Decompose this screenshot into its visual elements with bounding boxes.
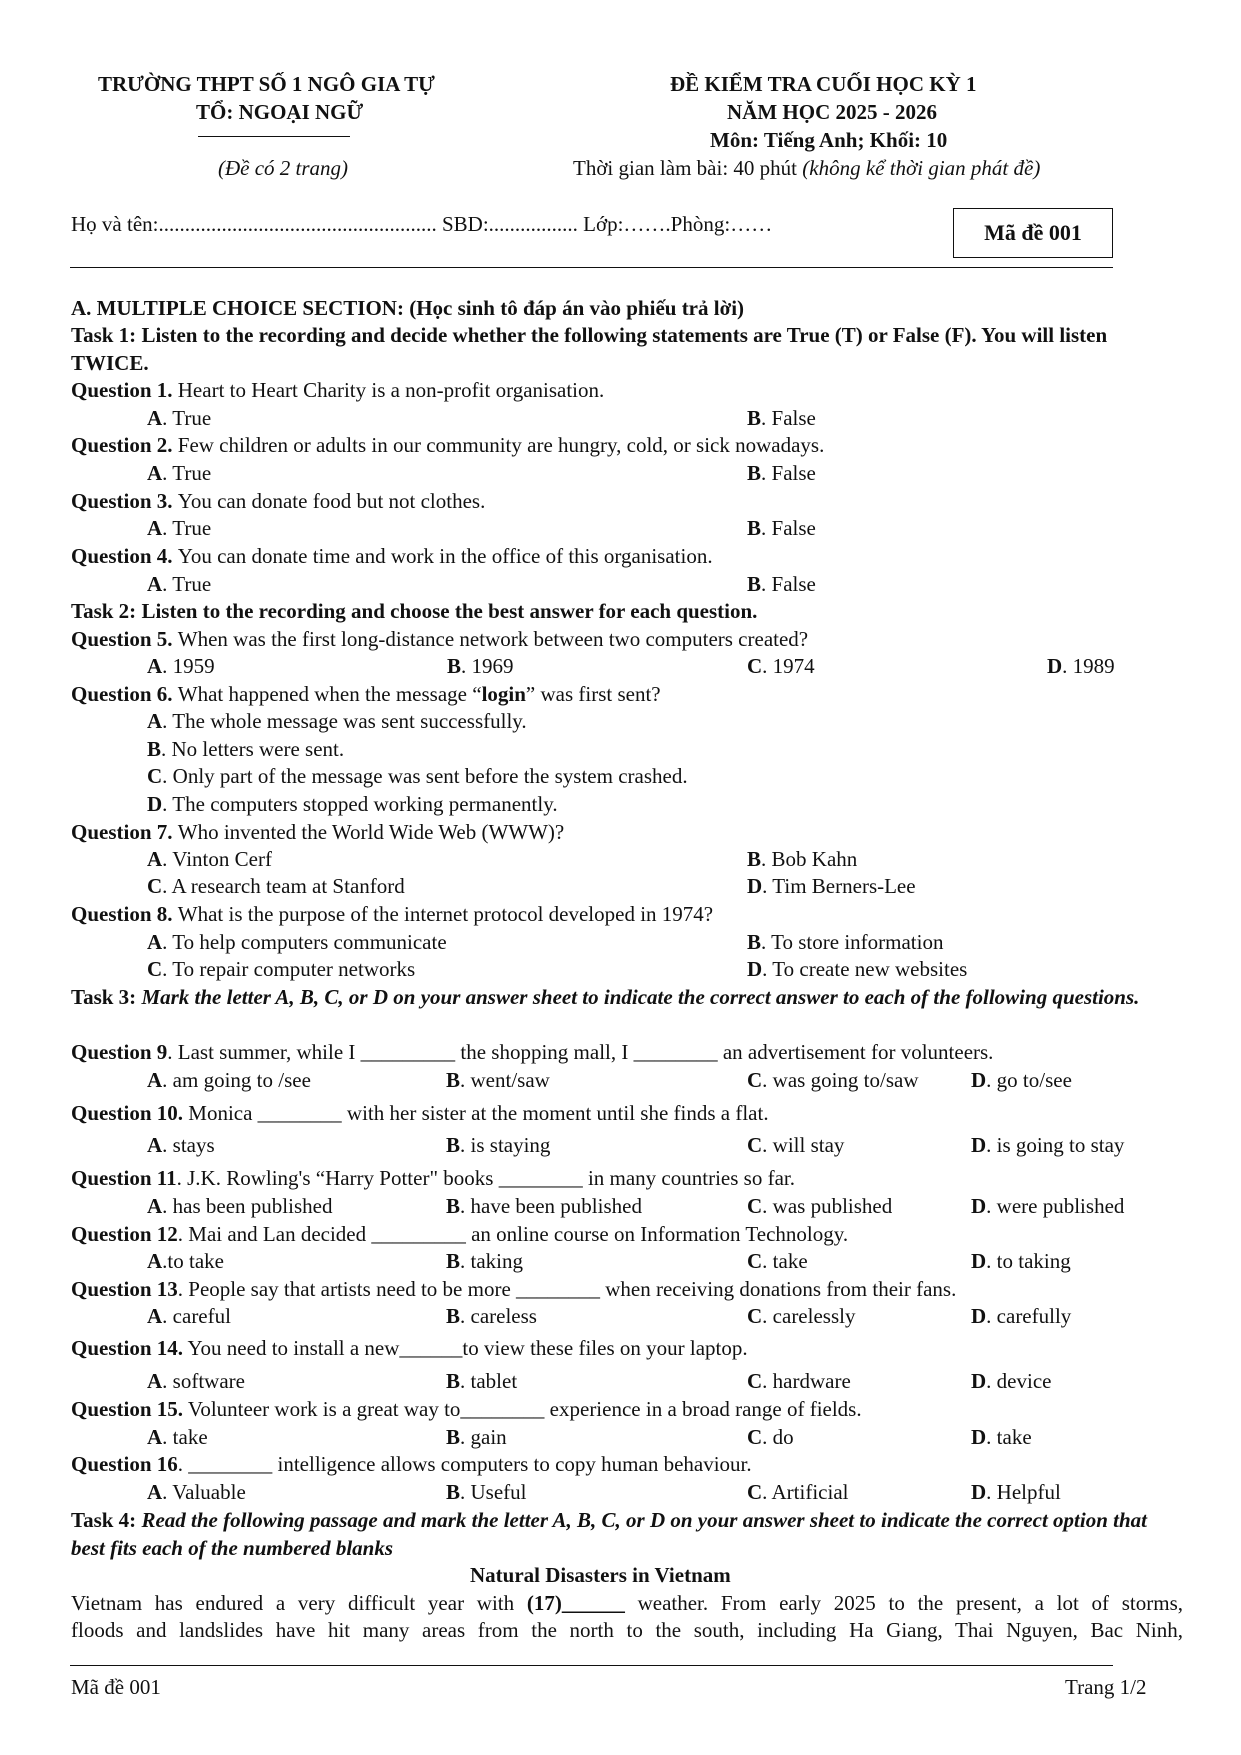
q9-option-d: D. go to/see: [971, 1068, 1072, 1092]
q4-option-a: A. True: [147, 572, 212, 596]
passage-line-1: Vietnam has endured a very difficult year with (17)______ weather. From early 2025 to the present, a lot of storms,: [71, 1591, 1183, 1615]
q8-option-c: C. To repair computer networks: [147, 957, 416, 981]
q12-option-d: D. to taking: [971, 1249, 1071, 1273]
q14-option-b: B. tablet: [446, 1369, 518, 1393]
q14-option-c: C. hardware: [747, 1369, 851, 1393]
question-1: Question 1. Heart to Heart Charity is a non-profit organisation.: [71, 378, 605, 402]
q10-option-c: C. will stay: [747, 1133, 845, 1157]
q10-option-d: D. is going to stay: [971, 1133, 1125, 1157]
q11-option-a: A. has been published: [147, 1194, 333, 1218]
q3-option-a: A. True: [147, 516, 212, 540]
q1-option-b: B. False: [747, 406, 816, 430]
question-9: Question 9. Last summer, while I _________ the shopping mall, I ________ an advertisement for volunteers.: [71, 1040, 994, 1064]
q11-option-d: D. were published: [971, 1194, 1125, 1218]
school-name: TRƯỜNG THPT SỐ 1 NGÔ GIA TỰ: [98, 72, 435, 96]
q11-option-b: B. have been published: [446, 1194, 642, 1218]
task3-instruction: Task 3: Mark the letter A, B, C, or D on your answer sheet to indicate the correct answer to each of the following questions.: [71, 985, 1140, 1009]
exam-code-box: Mã đề 001: [953, 208, 1113, 258]
task4-instruction: Task 4: Read the following passage and mark the letter A, B, C, or D on your answer sheet to indicate the correct option that best fits each of the numbered blanks: [71, 1508, 1147, 1560]
time-line: [573, 156, 1040, 181]
question-5: Question 5. When was the first long-distance network between two computers created?: [71, 627, 809, 651]
q7-option-d: D. Tim Berners-Lee: [747, 874, 916, 898]
task1-instruction: Task 1: Listen to the recording and decide whether the following statements are True (T) or False (F). You will listen TWICE.: [71, 323, 1108, 375]
q10-option-a: A. stays: [147, 1133, 215, 1157]
q6-option-c: C. Only part of the message was sent before the system crashed.: [147, 764, 688, 788]
q4-option-b: B. False: [747, 572, 816, 596]
q5-option-b: B. 1969: [447, 654, 514, 678]
pages-note: (Đề có 2 trang): [218, 156, 349, 180]
q2-option-b: B. False: [747, 461, 816, 485]
question-16: Question 16. ________ intelligence allows computers to copy human behaviour.: [71, 1452, 752, 1476]
q1-option-a: A. True: [147, 406, 212, 430]
q7-option-c: C. A research team at Stanford: [147, 874, 405, 898]
department-name: TỔ: NGOẠI NGỮ: [196, 100, 364, 124]
question-7: Question 7. Who invented the World Wide Web (WWW)?: [71, 820, 565, 844]
q7-option-a: A. Vinton Cerf: [147, 847, 272, 871]
footer-page-number: Trang 1/2: [1065, 1675, 1147, 1699]
task2-instruction: Task 2: Listen to the recording and choose the best answer for each question.: [71, 599, 758, 623]
question-3: Question 3. You can donate food but not clothes.: [71, 489, 486, 513]
q5-option-d: D. 1989: [1047, 654, 1115, 678]
q11-option-c: C. was published: [747, 1194, 893, 1218]
header-divider: [198, 136, 350, 137]
q14-option-d: D. device: [971, 1369, 1052, 1393]
school-year: NĂM HỌC 2025 - 2026: [727, 100, 937, 124]
footer-rule: [70, 1665, 1113, 1666]
q2-option-a: A. True: [147, 461, 212, 485]
question-13: Question 13. People say that artists need to be more ________ when receiving donations from their fans.: [71, 1277, 957, 1301]
q13-option-d: D. carefully: [971, 1304, 1072, 1328]
q5-option-a: A. 1959: [147, 654, 215, 678]
q6-option-b: B. No letters were sent.: [147, 737, 345, 761]
q12-option-c: C. take: [747, 1249, 808, 1273]
q16-option-c: C. Artificial: [747, 1480, 849, 1504]
footer-exam-code: Mã đề 001: [71, 1675, 161, 1699]
q12-option-b: B. taking: [446, 1249, 524, 1273]
q13-option-c: C. carelessly: [747, 1304, 856, 1328]
passage-title: Natural Disasters in Vietnam: [470, 1563, 731, 1587]
header-rule: [70, 267, 1113, 268]
q15-option-a: A. take: [147, 1425, 208, 1449]
q16-option-a: A. Valuable: [147, 1480, 246, 1504]
question-6: Question 6. What happened when the message “login” was first sent?: [71, 682, 661, 706]
time-label: Thời gian làm bài: 40 phút: [573, 156, 803, 180]
q6-option-a: A. The whole message was sent successfully.: [147, 709, 527, 733]
q5-option-c: C. 1974: [747, 654, 815, 678]
q15-option-d: D. take: [971, 1425, 1032, 1449]
subject-line: Môn: Tiếng Anh; Khối: 10: [710, 128, 948, 152]
q8-option-b: B. To store information: [747, 930, 944, 954]
q15-option-b: B. gain: [446, 1425, 507, 1449]
q16-option-b: B. Useful: [446, 1480, 527, 1504]
time-note: (không kể thời gian phát đề): [802, 156, 1041, 180]
student-info-line: Họ và tên:..................................................... SBD:................. Lớp:…….Phòng:……: [71, 212, 773, 236]
q9-option-a: A. am going to /see: [147, 1068, 311, 1092]
q13-option-b: B. careless: [446, 1304, 537, 1328]
q13-option-a: A. careful: [147, 1304, 231, 1328]
q15-option-c: C. do: [747, 1425, 794, 1449]
question-12: Question 12. Mai and Lan decided _________ an online course on Information Technology.: [71, 1222, 849, 1246]
exam-title: ĐỀ KIỂM TRA CUỐI HỌC KỲ 1: [670, 72, 977, 96]
question-15: Question 15. Volunteer work is a great way to________ experience in a broad range of fields.: [71, 1397, 862, 1421]
q12-option-a: A.to take: [147, 1249, 224, 1273]
q7-option-b: B. Bob Kahn: [747, 847, 858, 871]
q9-option-c: C. was going to/saw: [747, 1068, 919, 1092]
question-4: Question 4. You can donate time and work in the office of this organisation.: [71, 544, 713, 568]
q6-option-d: D. The computers stopped working permanently.: [147, 792, 558, 816]
question-14: Question 14. You need to install a new______to view these files on your laptop.: [71, 1336, 748, 1360]
passage-line-2: floods and landslides have hit many areas from the north to the south, including Ha Giang, Thai Nguyen, Bac Ninh,: [71, 1618, 1183, 1642]
q8-option-d: D. To create new websites: [747, 957, 968, 981]
q8-option-a: A. To help computers communicate: [147, 930, 447, 954]
q9-option-b: B. went/saw: [446, 1068, 550, 1092]
section-a-heading: A. MULTIPLE CHOICE SECTION: (Học sinh tô đáp án vào phiếu trả lời): [71, 296, 745, 320]
question-10: Question 10. Monica ________ with her sister at the moment until she finds a flat.: [71, 1101, 769, 1125]
question-8: Question 8. What is the purpose of the internet protocol developed in 1974?: [71, 902, 714, 926]
question-2: Question 2. Few children or adults in our community are hungry, cold, or sick nowadays.: [71, 433, 825, 457]
q14-option-a: A. software: [147, 1369, 245, 1393]
question-11: Question 11. J.K. Rowling's “Harry Potter" books ________ in many countries so far.: [71, 1166, 795, 1190]
q16-option-d: D. Helpful: [971, 1480, 1061, 1504]
q10-option-b: B. is staying: [446, 1133, 551, 1157]
q3-option-b: B. False: [747, 516, 816, 540]
